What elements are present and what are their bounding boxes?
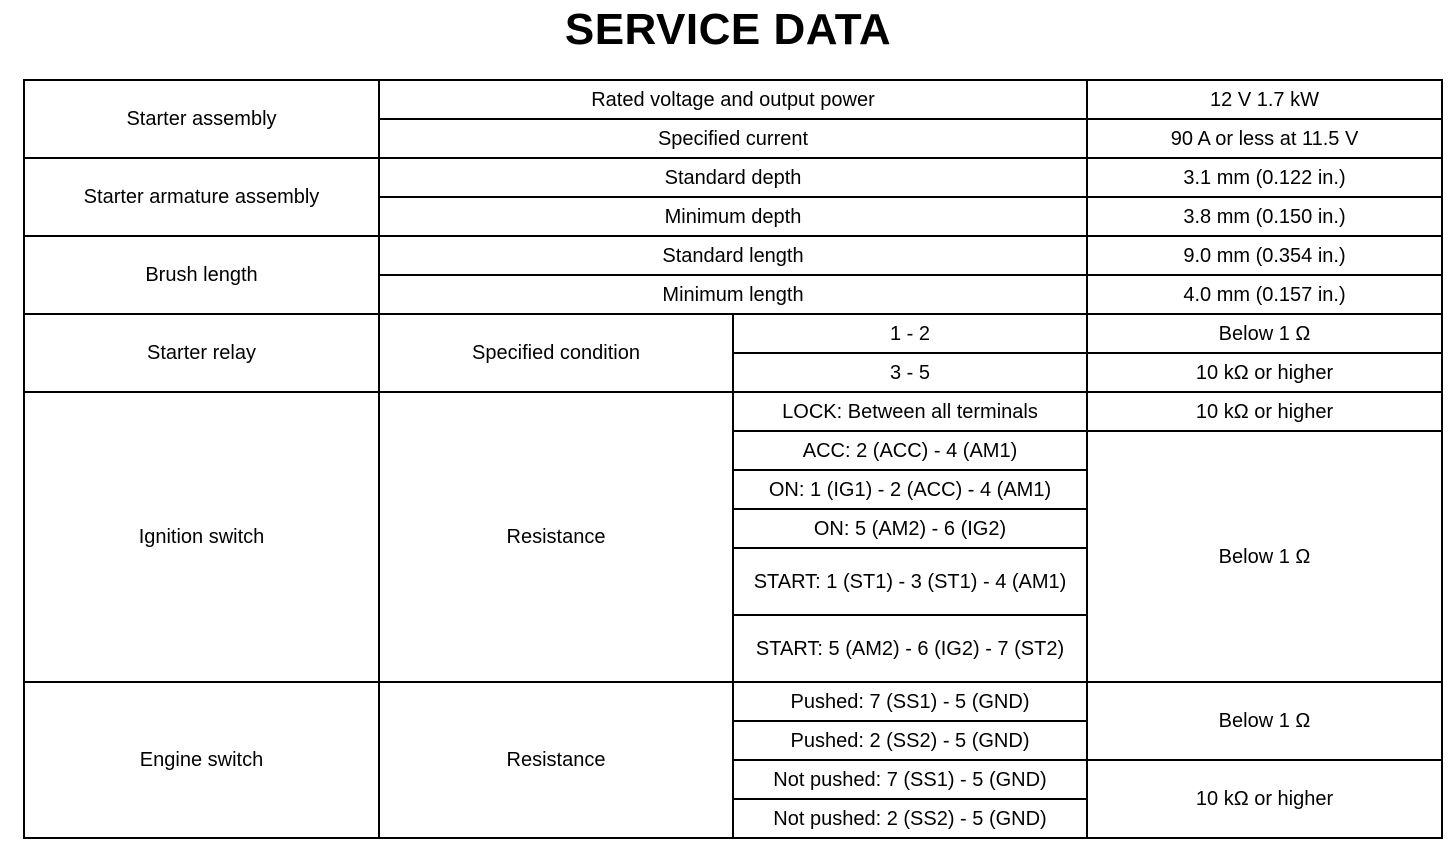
terminal-cell: START: 1 (ST1) - 3 (ST1) - 4 (AM1) [733, 548, 1087, 615]
table-row [24, 236, 1442, 275]
value-cell: 10 kΩ or higher [1087, 392, 1442, 431]
terminal-cell: ON: 5 (AM2) - 6 (IG2) [733, 509, 1087, 548]
value-cell: 3.1 mm (0.122 in.) [1087, 158, 1442, 197]
service-data-table [23, 79, 1443, 839]
value-cell: 4.0 mm (0.157 in.) [1087, 275, 1442, 314]
item-engine-switch: Engine switch [24, 682, 379, 838]
value-cell: 3.8 mm (0.150 in.) [1087, 197, 1442, 236]
condition-cell: Rated voltage and output power [379, 80, 1087, 119]
condition-cell: Minimum length [379, 275, 1087, 314]
item-brush-length: Brush length [24, 236, 379, 314]
value-cell: Below 1 Ω [1087, 314, 1442, 353]
item-ignition-switch: Ignition switch [24, 392, 379, 682]
value-cell: Below 1 Ω [1087, 431, 1442, 682]
value-cell: 10 kΩ or higher [1087, 760, 1442, 838]
terminal-cell: 1 - 2 [733, 314, 1087, 353]
terminal-cell: START: 5 (AM2) - 6 (IG2) - 7 (ST2) [733, 615, 1087, 682]
value-cell: 9.0 mm (0.354 in.) [1087, 236, 1442, 275]
table-row [24, 314, 1442, 353]
table-row [24, 682, 1442, 721]
value-cell: 10 kΩ or higher [1087, 353, 1442, 392]
value-cell: Below 1 Ω [1087, 682, 1442, 760]
value-cell: 90 A or less at 11.5 V [1087, 119, 1442, 158]
test-cell: Resistance [379, 682, 733, 838]
page-title: SERVICE DATA [564, 5, 892, 54]
terminal-cell: Pushed: 2 (SS2) - 5 (GND) [733, 721, 1087, 760]
table-row [24, 158, 1442, 197]
table-row [24, 80, 1442, 119]
terminal-cell: LOCK: Between all terminals [733, 392, 1087, 431]
terminal-cell: Pushed: 7 (SS1) - 5 (GND) [733, 682, 1087, 721]
condition-cell: Minimum depth [379, 197, 1087, 236]
terminal-cell: ACC: 2 (ACC) - 4 (AM1) [733, 431, 1087, 470]
test-cell: Specified condition [379, 314, 733, 392]
item-starter-assembly: Starter assembly [24, 80, 379, 158]
terminal-cell: Not pushed: 2 (SS2) - 5 (GND) [733, 799, 1087, 838]
item-starter-relay: Starter relay [24, 314, 379, 392]
condition-cell: Standard depth [379, 158, 1087, 197]
test-cell: Resistance [379, 392, 733, 682]
terminal-cell: ON: 1 (IG1) - 2 (ACC) - 4 (AM1) [733, 470, 1087, 509]
condition-cell: Standard length [379, 236, 1087, 275]
item-starter-armature: Starter armature assembly [24, 158, 379, 236]
table-row [24, 392, 1442, 431]
value-cell: 12 V 1.7 kW [1087, 80, 1442, 119]
terminal-cell: 3 - 5 [733, 353, 1087, 392]
terminal-cell: Not pushed: 7 (SS1) - 5 (GND) [733, 760, 1087, 799]
condition-cell: Specified current [379, 119, 1087, 158]
